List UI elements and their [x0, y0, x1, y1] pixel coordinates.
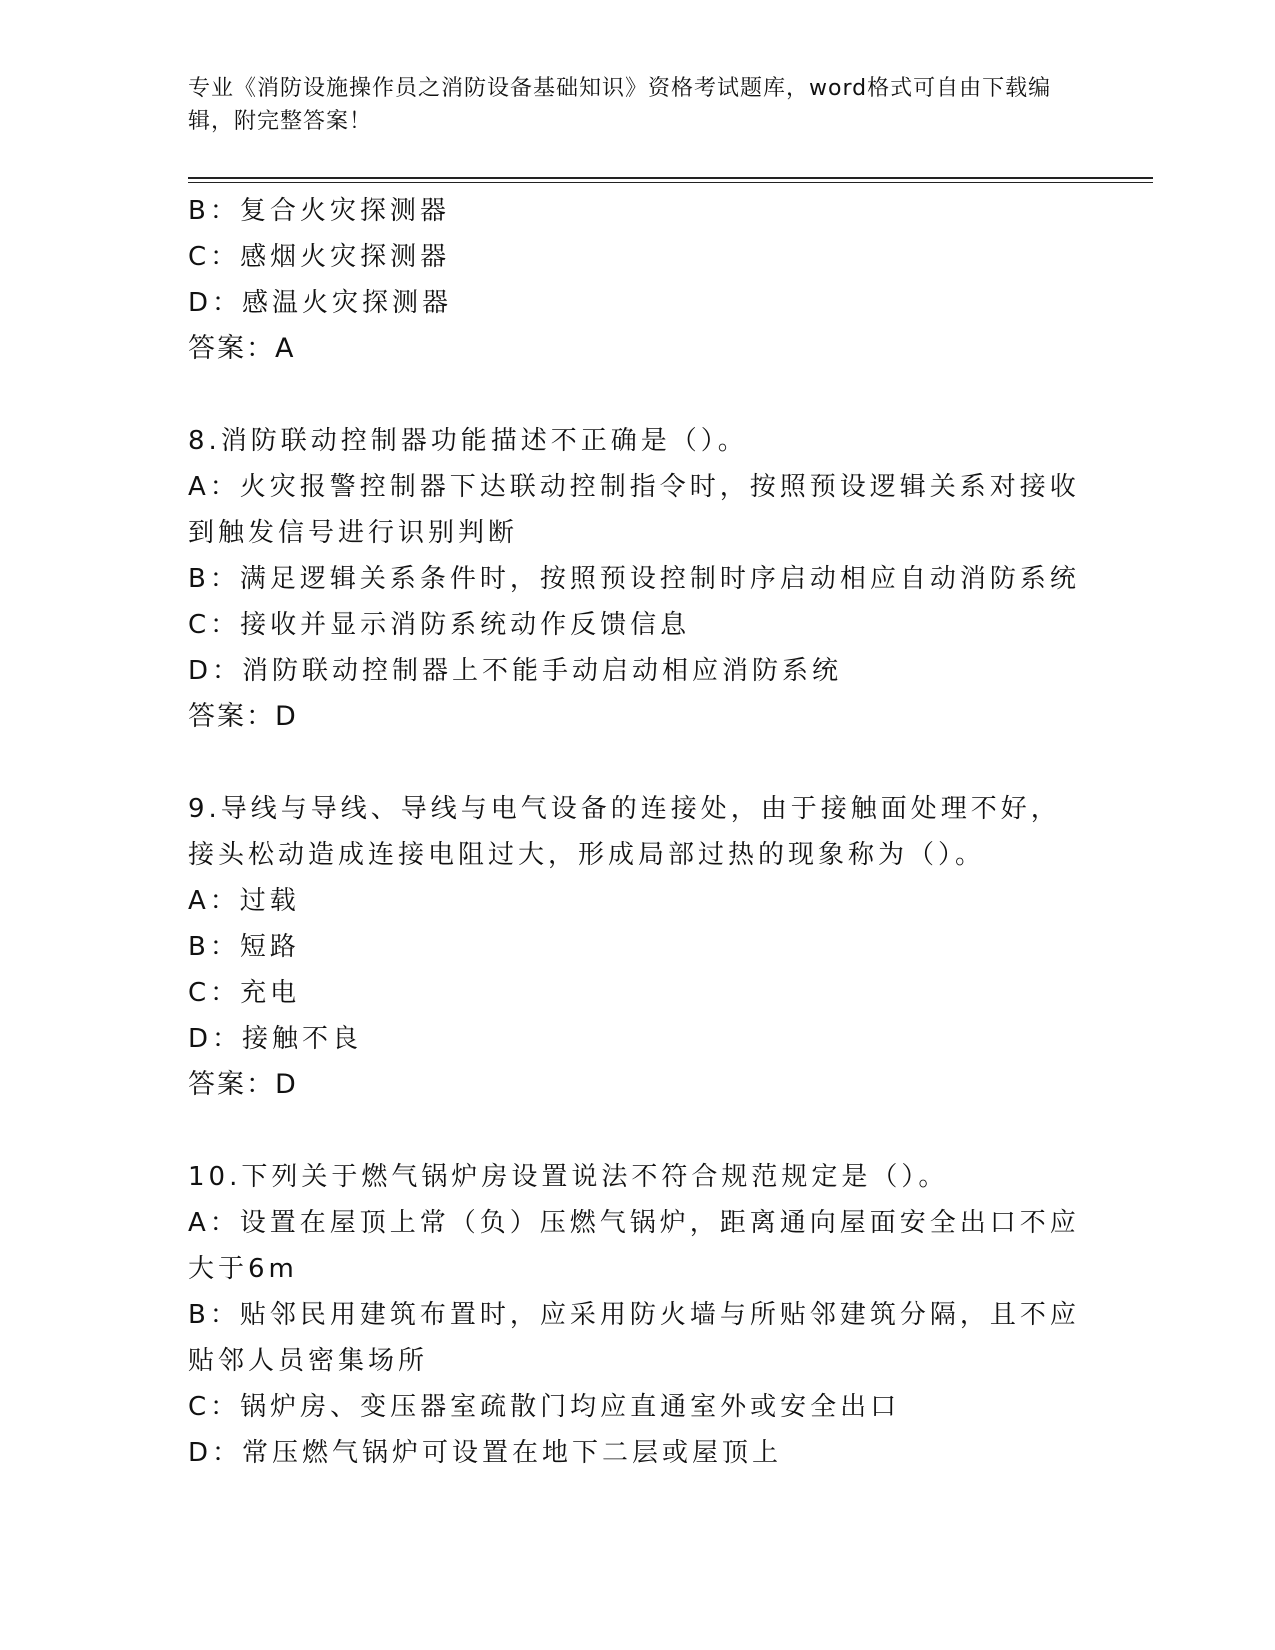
option-d: D：消防联动控制器上不能手动启动相应消防系统 — [188, 656, 843, 686]
spacer — [188, 1108, 1088, 1154]
option-a: A：过载 — [188, 886, 300, 916]
option-b: B：满足逻辑关系条件时，按照预设控制时序启动相应自动消防系统 — [188, 564, 1080, 594]
option-a: A：设置在屋顶上常（负）压燃气锅炉，距离通向屋面安全出口不应大于6m — [188, 1208, 1080, 1284]
spacer — [188, 372, 1088, 418]
question-stem: 10.下列关于燃气锅炉房设置说法不符合规范规定是（）。 — [188, 1162, 949, 1192]
question-body — [188, 188, 1088, 1476]
header-divider-thin — [188, 182, 1153, 183]
document-header: 专业《消防设施操作员之消防设备基础知识》资格考试题库，word格式可自由下载编辑，附完整答案！ — [188, 76, 1052, 134]
option-b: B：短路 — [188, 932, 300, 962]
question-stem: 8.消防联动控制器功能描述不正确是（）。 — [188, 426, 748, 456]
option-c: C：锅炉房、变压器室疏散门均应直通室外或安全出口 — [188, 1392, 901, 1422]
option-d: D：接触不良 — [188, 1024, 363, 1054]
option-c: C：接收并显示消防系统动作反馈信息 — [188, 610, 691, 640]
header-divider — [188, 177, 1153, 179]
answer-line: 答案：D — [188, 701, 298, 732]
answer-line: 答案：D — [188, 1069, 298, 1100]
question-stem: 9.导线与导线、导线与电气设备的连接处，由于接触面处理不好，接头松动造成连接电阻过大，形成局部过热的现象称为（）。 — [188, 794, 1061, 870]
option-d: D：感温火灾探测器 — [188, 288, 453, 318]
spacer — [188, 740, 1088, 786]
option-c: C：充电 — [188, 978, 301, 1008]
option-b: B：复合火灾探测器 — [188, 196, 450, 226]
option-c: C：感烟火灾探测器 — [188, 242, 451, 272]
option-d: D：常压燃气锅炉可设置在地下二层或屋顶上 — [188, 1438, 783, 1468]
option-b: B：贴邻民用建筑布置时，应采用防火墙与所贴邻建筑分隔，且不应贴邻人员密集场所 — [188, 1300, 1080, 1376]
answer-line: 答案：A — [188, 333, 296, 364]
option-a: A：火灾报警控制器下达联动控制指令时，按照预设逻辑关系对接收到触发信号进行识别判断 — [188, 472, 1080, 548]
